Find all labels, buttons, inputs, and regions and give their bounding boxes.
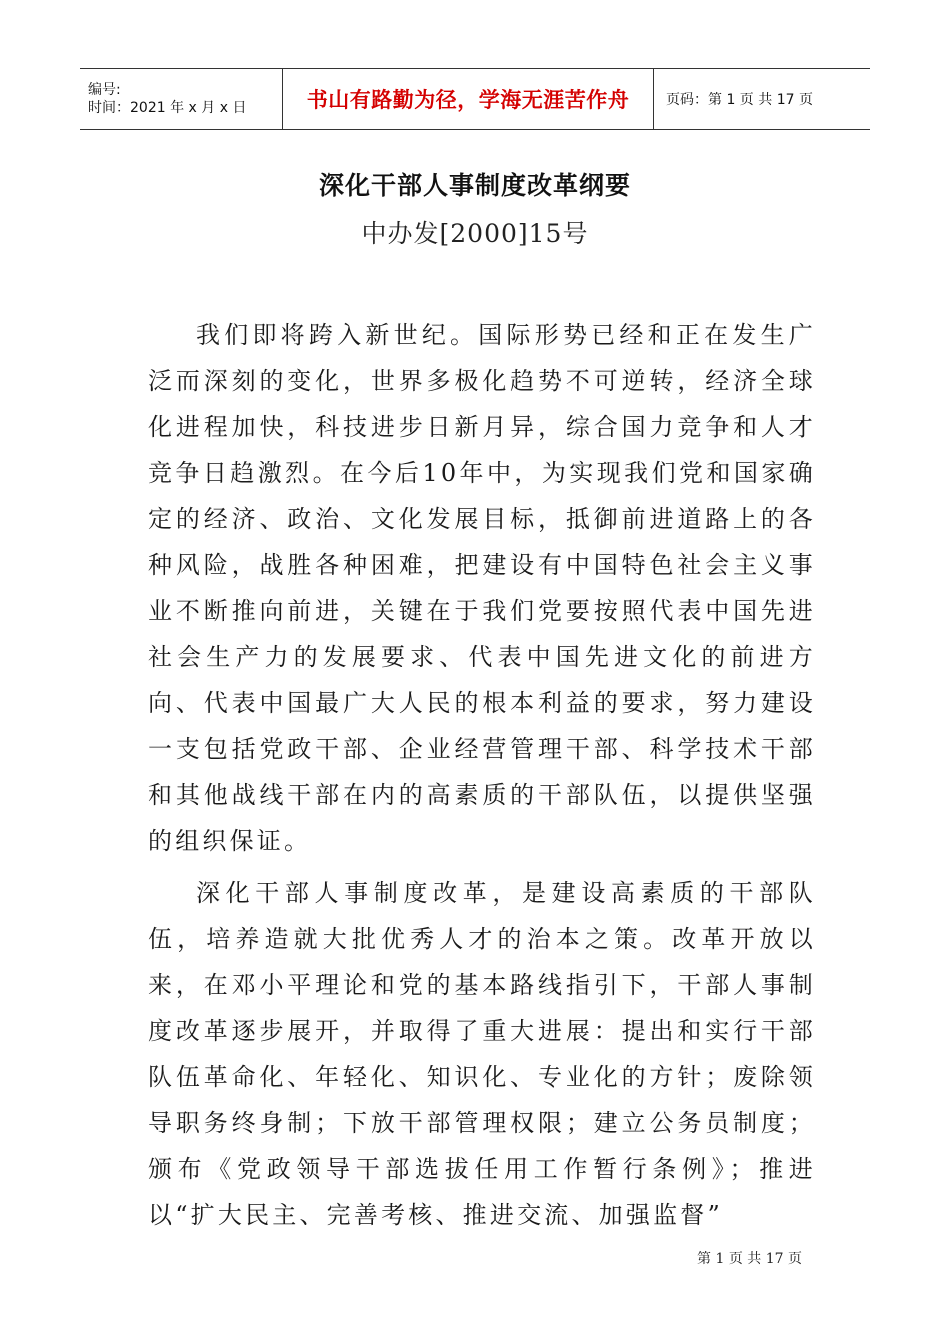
footer-page-number: 第 1 页 共 17 页 xyxy=(697,1251,802,1267)
body-paragraph: 我们即将跨入新世纪。国际形势已经和正在发生广泛而深刻的变化，世界多极化趋势不可逆转，经济全球化进程加快，科技进步日新月异，综合国力竞争和人才竞争日趋激烈。在今后10年中，为实现我们党和国家确定的经济、政治、文化发展目标，抵御前进道路上的各种风险，战胜各种困难，把建设有中国特色社会主义事业不断推向前进，关键在于我们党要按照代表中国先进社会生产力的发展要求、代表中国先进文化的前进方向、代表中国最广大人民的根本利益的要求，努力建设一支包括党政干部、企业经营管理干部、科学技术干部和其他战线干部在内的高素质的干部队伍，以提供坚强的组织保证。 xyxy=(148,321,816,855)
header-table xyxy=(80,68,870,130)
header-page-cell xyxy=(654,69,870,129)
document-title: 深化干部人事制度改革纲要 xyxy=(318,171,631,200)
motto-text: 书山有路勤为径，学海无涯苦作舟 xyxy=(306,88,630,112)
number-label: 编号: xyxy=(88,82,121,98)
header-page-info: 页码：第 1 页 共 17 页 xyxy=(666,92,813,108)
body-paragraph: 深化干部人事制度改革，是建设高素质的干部队伍，培养造就大批优秀人才的治本之策。改革开放以来，在邓小平理论和党的基本路线指引下，干部人事制度改革逐步展开，并取得了重大进展：提出和实行干部队伍革命化、年轻化、知识化、专业化的方针；废除领导职务终身制；下放干部管理权限；建立公务员制度；颁布《党政领导干部选拔任用工作暂行条例》；推进以“扩大民主、完善考核、推进交流、加强监督” xyxy=(148,879,816,1229)
header-meta-cell xyxy=(80,69,282,129)
document-subtitle: 中办发[2000]15号 xyxy=(361,219,589,248)
document-body xyxy=(148,312,816,1238)
time-label: 时间：2021 年 x 月 x 日 xyxy=(88,100,247,116)
header-motto-cell xyxy=(282,69,654,129)
